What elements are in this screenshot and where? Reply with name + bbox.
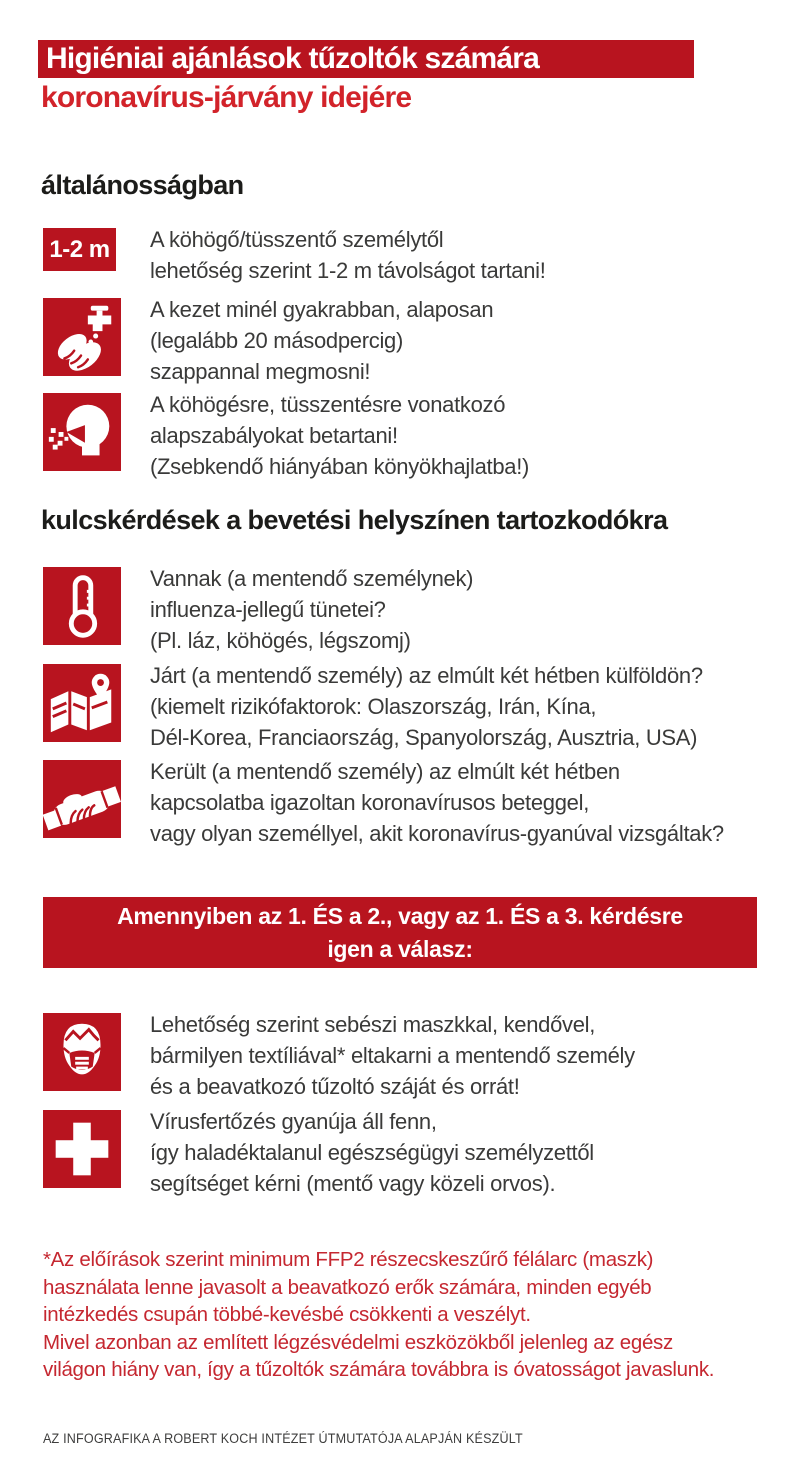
title-banner bbox=[38, 40, 694, 78]
text-line: segítséget kérni (mentő vagy közeli orvos). bbox=[150, 1171, 556, 1196]
text-line: Került (a mentendő személy) az elmúlt két hétben bbox=[150, 759, 620, 784]
text-line: Lehetőség szerint sebészi maszkkal, kendővel, bbox=[150, 1012, 596, 1037]
advice-row-distance bbox=[43, 227, 546, 283]
question-row-contact bbox=[43, 759, 724, 846]
page-subtitle: koronavírus-járvány idejére bbox=[41, 81, 412, 114]
question-row-travel bbox=[43, 663, 703, 750]
map-icon bbox=[43, 664, 121, 742]
banner-line2: igen a válasz: bbox=[327, 936, 473, 962]
question-text bbox=[150, 563, 473, 656]
text-line: Dél-Korea, Franciaország, Spanyolország, Ausztria, USA) bbox=[150, 725, 698, 750]
advice-text bbox=[150, 389, 529, 482]
section-heading-general: általánosságban bbox=[41, 170, 244, 200]
section-heading-key-questions: kulcskérdések a bevetési helyszínen tartozkodókra bbox=[41, 505, 668, 535]
footnote-line: Mivel azonban az említett légzésvédelmi eszközökből jelenleg az egész bbox=[43, 1330, 673, 1354]
text-line: szappannal megmosni! bbox=[150, 359, 371, 384]
question-text bbox=[150, 756, 724, 849]
text-line: Vírusfertőzés gyanúja áll fenn, bbox=[150, 1109, 437, 1134]
footnote bbox=[43, 1246, 714, 1384]
advice-text bbox=[150, 224, 546, 286]
footnote-line: intézkedés csupán többé-kevésbé csökkenti a veszélyt. bbox=[43, 1303, 531, 1326]
distance-badge bbox=[43, 228, 116, 271]
text-line: A köhögésre, tüsszentésre vonatkozó bbox=[150, 392, 506, 417]
text-line: lehetőség szerint 1-2 m távolságot tartani! bbox=[150, 258, 546, 283]
footnote-line: világon hiány van, így a tűzoltók számára továbbra is óvatosságot javaslunk. bbox=[43, 1358, 715, 1381]
thermometer-icon bbox=[43, 567, 121, 645]
text-line: (kiemelt rizikófaktorok: Olaszország, Irán, Kína, bbox=[150, 694, 597, 719]
footnote-line: *Az előírások szerint minimum FFP2 részecskeszűrő félálarc (maszk) bbox=[43, 1248, 654, 1271]
text-line: és a beavatkozó tűzoltó száját és orrát! bbox=[150, 1074, 520, 1099]
text-line: vagy olyan személlyel, akit koronavírus-gyanúval vizsgáltak? bbox=[150, 821, 724, 846]
page-title: Higiéniai ajánlások tűzoltók számára bbox=[46, 42, 540, 75]
question-text bbox=[150, 660, 703, 753]
source-credit: AZ INFOGRAFIKA A ROBERT KOCH INTÉZET ÚTMUTATÓJA ALAPJÁN KÉSZÜLT bbox=[43, 1431, 523, 1446]
advice-text bbox=[150, 294, 493, 387]
advice-row-handwash bbox=[43, 297, 494, 384]
text-line: Járt (a mentendő személy) az elmúlt két hétben külföldön? bbox=[150, 663, 703, 688]
handshake-icon bbox=[43, 760, 121, 838]
answer-row-mask bbox=[43, 1012, 635, 1099]
mask-icon bbox=[43, 1013, 121, 1091]
footnote-line: használata lenne javasolt a beavatkozó erők számára, minden egyéb bbox=[43, 1275, 652, 1299]
condition-banner bbox=[43, 897, 757, 968]
medical-cross-icon bbox=[43, 1110, 121, 1188]
text-line: (legalább 20 másodpercig) bbox=[150, 328, 403, 353]
text-line: (Zsebkendő hiányában könyökhajlatba!) bbox=[150, 454, 530, 479]
text-line: A köhögő/tüsszentő személytől bbox=[150, 227, 444, 252]
text-line: kapcsolatba igazoltan koronavírusos beteggel, bbox=[150, 790, 590, 815]
answer-text bbox=[150, 1009, 635, 1102]
distance-badge-label: 1-2 m bbox=[49, 235, 110, 263]
answer-row-medical bbox=[43, 1109, 594, 1196]
text-line: (Pl. láz, köhögés, légszomj) bbox=[150, 628, 411, 653]
answer-text bbox=[150, 1106, 594, 1199]
text-line: bármilyen textíliával* eltakarni a mentendő személy bbox=[150, 1043, 635, 1068]
question-row-symptoms bbox=[43, 566, 474, 653]
text-line: influenza-jellegű tünetei? bbox=[150, 597, 386, 622]
banner-line1: Amennyiben az 1. ÉS a 2., vagy az 1. ÉS a 3. kérdésre bbox=[117, 903, 683, 929]
text-line: Vannak (a mentendő személynek) bbox=[150, 566, 474, 591]
text-line: így haladéktalanul egészségügyi személyzettől bbox=[150, 1140, 594, 1165]
advice-row-cough bbox=[43, 392, 530, 479]
handwash-icon bbox=[43, 298, 121, 376]
text-line: A kezet minél gyakrabban, alaposan bbox=[150, 297, 494, 322]
cough-icon bbox=[43, 393, 121, 471]
text-line: alapszabályokat betartani! bbox=[150, 423, 398, 448]
